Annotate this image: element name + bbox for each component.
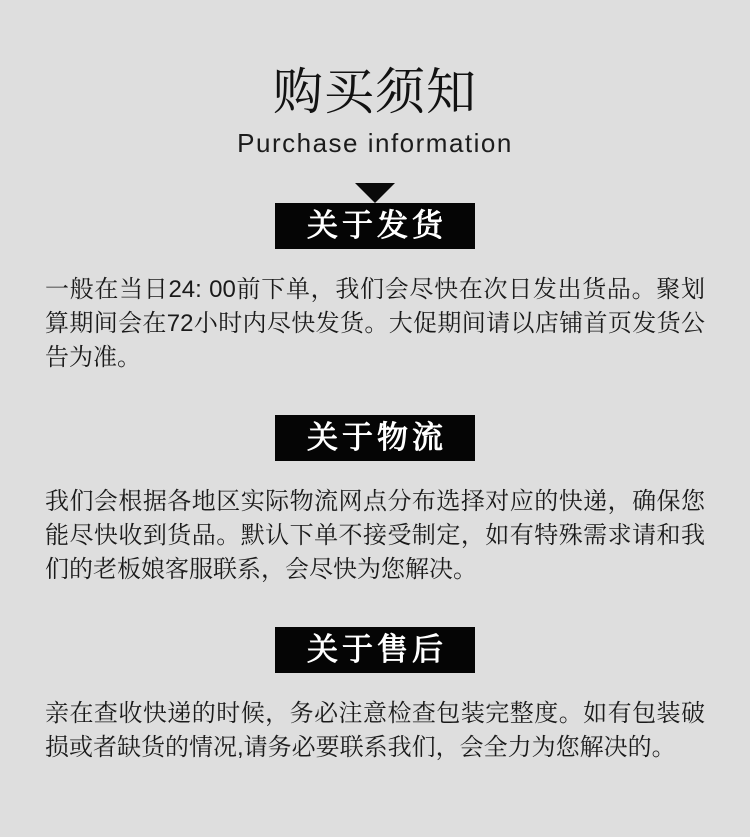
page-title: 购买须知 [273,64,477,120]
section-body-logistics: 我们会根据各地区实际物流网点分布选择对应的快递，确保您能尽快收到货品。默认下单不接受制定，如有特殊需求请和我们的老板娘客服联系，会尽快为您解决。 [45,488,705,583]
section-heading-shipping: 关于发货 [275,203,475,249]
section-heading-aftersale: 关于售后 [275,627,475,673]
section-body-aftersale: 亲在查收快递的时候，务必注意检查包装完整度。如有包装破损或者缺货的情况,请务必要联系我们，会全力为您解决的。 [45,700,705,761]
section-body-shipping: 一般在当日24: 00前下单，我们会尽快在次日发出货品。聚划算期间会在72小时内尽快发货。大促期间请以店铺首页发货公告为准。 [45,276,705,371]
section-aftersale [0,587,750,765]
triangle-down-icon [355,183,395,203]
page-subtitle: Purchase information [237,128,513,158]
section-logistics [0,375,750,587]
section-shipping [0,203,750,375]
section-heading-logistics: 关于物流 [275,415,475,461]
